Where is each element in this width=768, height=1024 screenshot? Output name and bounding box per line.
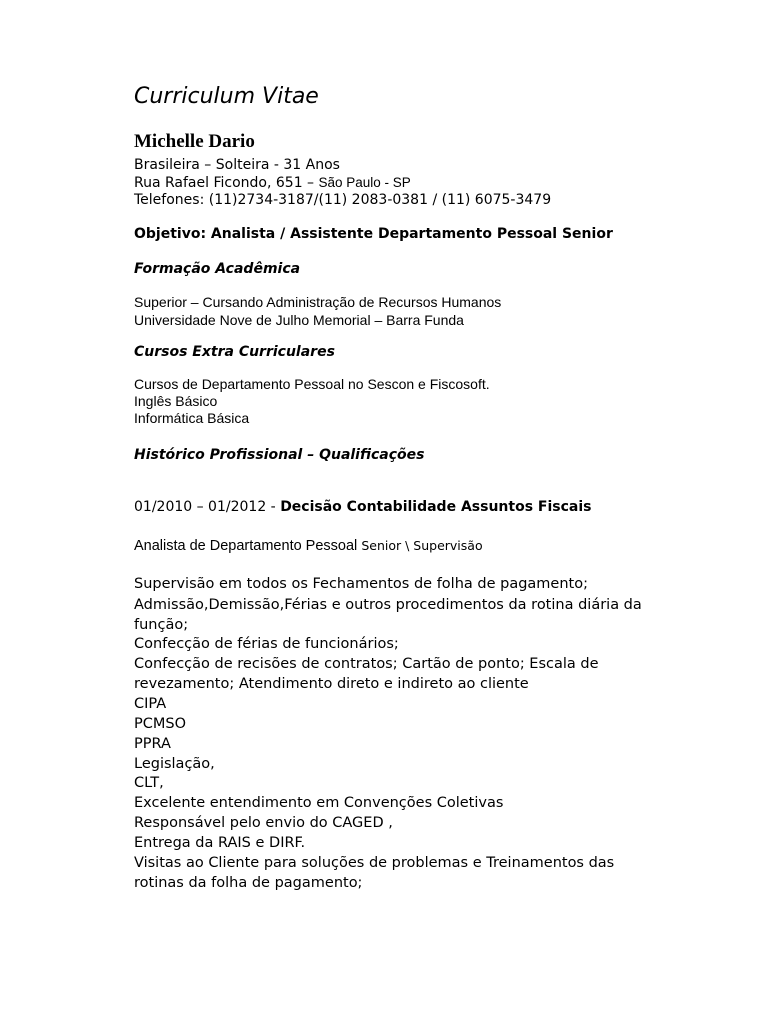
job-period: 01/2010 – 01/2012 -	[134, 499, 281, 515]
personal-info-line-1: Brasileira – Solteira - 31 Anos	[134, 157, 340, 173]
duty-line: PCMSO	[134, 716, 186, 732]
duty-line: PPRA	[134, 736, 171, 752]
duty-line: Admissão,Demissão,Férias e outros procedimentos da rotina diária da	[134, 597, 642, 613]
personal-info-line-2	[134, 174, 411, 192]
duty-line: função;	[134, 617, 189, 633]
document-title: Curriculum Vitae	[134, 84, 319, 109]
duty-line: rotinas da folha de pagamento;	[134, 875, 363, 891]
duty-line: Confecção de férias de funcionários;	[134, 636, 399, 652]
duty-line: Supervisão em todos os Fechamentos de folha de pagamento;	[134, 576, 588, 592]
job-role-level: Senior \ Supervisão	[361, 538, 483, 553]
job-role	[134, 538, 483, 554]
personal-info-line-3: Telefones: (11)2734-3187/(11) 2083-0381 / (11) 6075-3479	[134, 192, 552, 208]
duty-line: CLT,	[134, 775, 164, 791]
course-line-1: Cursos de Departamento Pessoal no Sescon e Fiscosoft.	[134, 376, 490, 392]
objective: Objetivo: Analista / Assistente Departamento Pessoal Senior	[134, 226, 613, 242]
candidate-name: Michelle Dario	[134, 131, 255, 152]
duty-line: Legislação,	[134, 756, 215, 772]
education-line-2: Universidade Nove de Julho Memorial – Barra Funda	[134, 312, 464, 328]
address-street: Rua Rafael Ficondo, 651 –	[134, 175, 319, 191]
job-header	[134, 499, 591, 515]
address-city: São Paulo - SP	[318, 175, 411, 190]
course-line-3: Informática Básica	[134, 410, 250, 426]
duty-line: revezamento; Atendimento direto e indireto ao cliente	[134, 676, 529, 692]
job-company: Decisão Contabilidade Assuntos Fiscais	[280, 499, 592, 515]
duty-line: Entrega da RAIS e DIRF.	[134, 835, 306, 851]
duty-line: Visitas ao Cliente para soluções de problemas e Treinamentos das	[134, 855, 615, 871]
section-heading-education: Formação Acadêmica	[134, 261, 301, 277]
duty-line: Responsável pelo envio do CAGED ,	[134, 815, 393, 831]
duty-line: Confecção de recisões de contratos; Cartão de ponto; Escala de	[134, 656, 599, 672]
duty-line: Excelente entendimento em Convenções Coletivas	[134, 795, 504, 811]
section-heading-courses: Cursos Extra Curriculares	[134, 344, 335, 360]
course-line-2: Inglês Básico	[134, 393, 218, 409]
section-heading-history: Histórico Profissional – Qualificações	[134, 447, 425, 463]
duty-line: CIPA	[134, 696, 167, 712]
job-role-title: Analista de Departamento Pessoal	[134, 538, 362, 554]
education-line-1: Superior – Cursando Administração de Recursos Humanos	[134, 294, 502, 310]
